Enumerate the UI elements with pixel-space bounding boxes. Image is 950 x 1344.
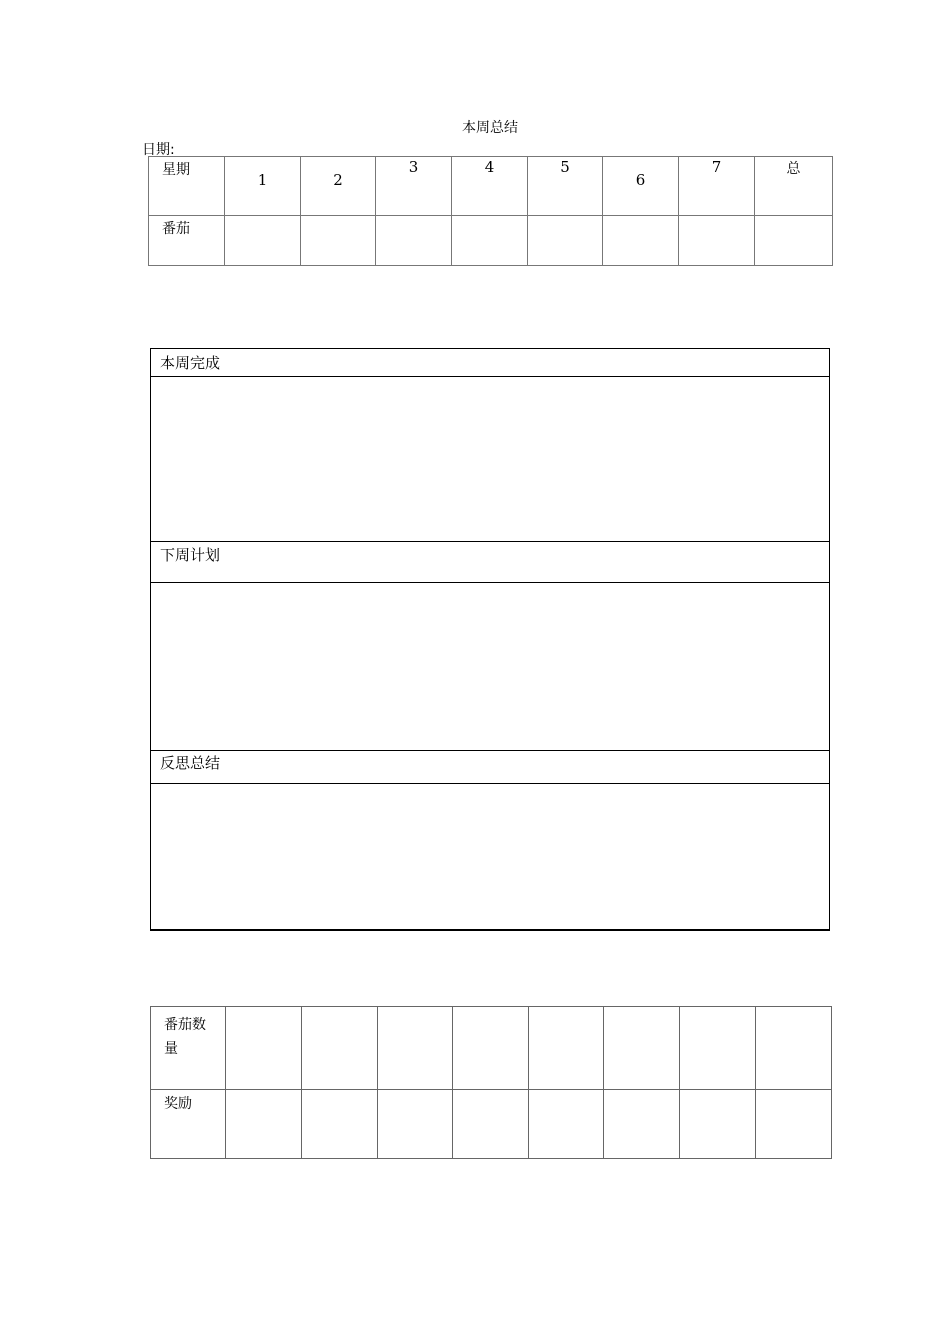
reward-input[interactable]	[680, 1090, 756, 1159]
tomato-day-4-input[interactable]	[452, 216, 528, 266]
reward-table	[150, 1006, 832, 1159]
tomato-day-1-input[interactable]	[225, 216, 301, 266]
tomato-count-input[interactable]	[378, 1007, 453, 1090]
reward-input[interactable]	[756, 1090, 832, 1159]
day-4-cell: 4	[452, 157, 528, 216]
reward-label: 奖励	[151, 1090, 226, 1159]
section-reflection-title: 反思总结	[160, 754, 221, 772]
tomato-count-row	[151, 1007, 832, 1090]
tomato-count-input[interactable]	[529, 1007, 604, 1090]
section-completed-header	[151, 349, 829, 377]
week-header-row	[149, 157, 833, 216]
tomato-total-input[interactable]	[755, 216, 833, 266]
reward-input[interactable]	[226, 1090, 302, 1159]
reward-input[interactable]	[529, 1090, 604, 1159]
tomato-day-5-input[interactable]	[528, 216, 603, 266]
date-label: 日期:	[142, 142, 175, 158]
day-3-cell: 3	[376, 157, 452, 216]
tomato-count-input[interactable]	[302, 1007, 378, 1090]
weekday-label: 星期	[149, 157, 225, 216]
section-completed-title: 本周完成	[160, 354, 221, 372]
day-2-cell: 2	[301, 157, 376, 216]
section-reflection-area[interactable]	[151, 784, 829, 929]
reward-input[interactable]	[302, 1090, 378, 1159]
tomato-row	[149, 216, 833, 266]
reward-input[interactable]	[453, 1090, 529, 1159]
tomato-count-input[interactable]	[604, 1007, 680, 1090]
tomato-day-2-input[interactable]	[301, 216, 376, 266]
day-7-cell: 7	[679, 157, 755, 216]
summary-sections	[150, 348, 830, 931]
total-cell: 总	[755, 157, 833, 216]
reward-row	[151, 1090, 832, 1159]
tomato-count-input[interactable]	[680, 1007, 756, 1090]
tomato-count-label: 番茄数量	[151, 1007, 226, 1090]
tomato-day-3-input[interactable]	[376, 216, 452, 266]
tomato-count-input[interactable]	[453, 1007, 529, 1090]
tomato-count-input[interactable]	[756, 1007, 832, 1090]
tomato-label: 番茄	[149, 216, 225, 266]
reward-input[interactable]	[604, 1090, 680, 1159]
section-next-plan-area[interactable]	[151, 583, 829, 750]
week-table	[148, 156, 833, 266]
reward-input[interactable]	[378, 1090, 453, 1159]
day-5-cell: 5	[528, 157, 603, 216]
tomato-day-7-input[interactable]	[679, 216, 755, 266]
section-reflection-header	[151, 751, 829, 784]
day-6-cell: 6	[603, 157, 679, 216]
tomato-count-input[interactable]	[226, 1007, 302, 1090]
page-title: 本周总结	[462, 120, 518, 136]
day-1-cell: 1	[225, 157, 301, 216]
section-completed-area[interactable]	[151, 377, 829, 541]
section-next-plan-header	[151, 542, 829, 583]
section-next-plan-title: 下周计划	[160, 546, 221, 564]
tomato-day-6-input[interactable]	[603, 216, 679, 266]
